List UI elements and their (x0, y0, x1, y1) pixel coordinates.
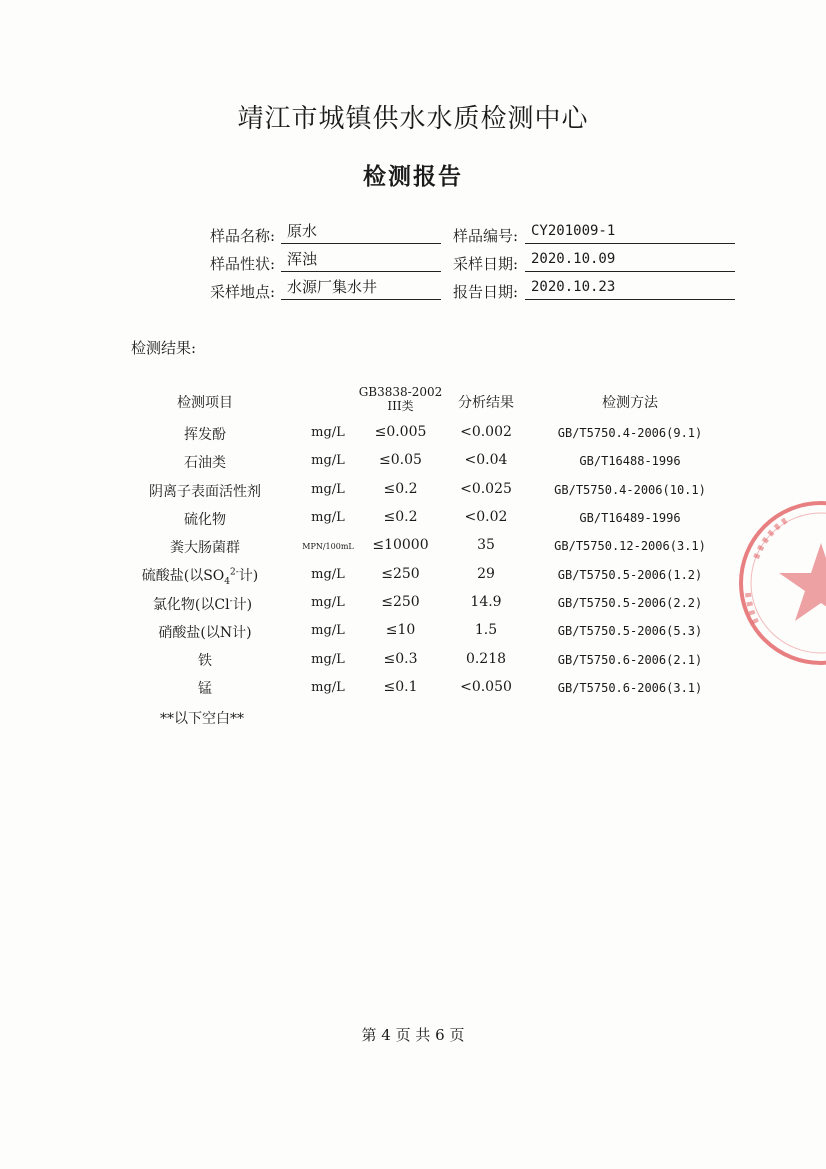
sample-property-label: 样品性状: (209, 255, 275, 273)
row-4-method: GB/T5750.12-2006(3.1) (554, 539, 706, 553)
row-1-method: GB/T16488-1996 (579, 454, 681, 468)
row-2-limit: ≤0.2 (383, 481, 418, 497)
row-6-limit: ≤250 (381, 594, 420, 610)
seal-star (779, 543, 826, 621)
row-9-method: GB/T5750.6-2006(3.1) (557, 681, 703, 695)
header-standard-line2: III类 (387, 399, 414, 413)
sample-name-label: 样品名称: (209, 227, 275, 245)
header-standard-line1: GB3838-2002 (358, 385, 443, 399)
row-9-limit: ≤0.1 (383, 679, 418, 695)
end-note: **以下空白** (160, 711, 244, 727)
row-5-result: 29 (477, 566, 495, 582)
row-6-result: 14.9 (470, 594, 502, 610)
sampling-location-value: 水源厂集水井 (281, 278, 441, 300)
row-9-unit: mg/L (311, 680, 345, 695)
row-6-method: GB/T5750.5-2006(2.2) (557, 596, 703, 610)
row-5-unit: mg/L (311, 567, 345, 582)
sample-property-value: 浑浊 (281, 250, 441, 272)
sampling-date-value: 2020.10.09 (525, 250, 735, 272)
row-3-method: GB/T16489-1996 (579, 511, 681, 525)
sampling-location-label: 采样地点: (209, 283, 275, 301)
row-7-item: 硝酸盐(以N计) (158, 625, 252, 641)
row-4-result: 35 (477, 537, 495, 553)
row-6-item-suffix: 计) (232, 597, 253, 613)
row-1-limit: ≤0.05 (379, 452, 422, 468)
row-7-method: GB/T5750.5-2006(5.3) (557, 624, 703, 638)
row-7-limit: ≤10 (385, 622, 416, 638)
row-0-method: GB/T5750.4-2006(9.1) (557, 426, 703, 440)
row-5-method: GB/T5750.5-2006(1.2) (557, 568, 703, 582)
row-6-item-sup: - (229, 596, 233, 607)
report-date-label: 报告日期: (452, 283, 518, 301)
row-0-unit: mg/L (311, 425, 345, 440)
sample-number-value: CY201009-1 (525, 222, 735, 244)
row-6-item (105, 594, 300, 614)
row-4-limit: ≤10000 (372, 537, 429, 553)
row-0-item: 挥发酚 (184, 427, 226, 443)
row-5-item-prefix: 硫酸盐(以SO (141, 568, 225, 584)
row-1-item: 石油类 (184, 455, 226, 471)
row-1-result: <0.04 (464, 452, 508, 468)
row-8-limit: ≤0.3 (383, 651, 418, 667)
row-5-item-sub: 4 (224, 576, 230, 587)
row-5-item (100, 565, 300, 587)
row-9-result: <0.050 (460, 679, 512, 695)
row-4-unit: MPN/100mL (302, 542, 354, 551)
sample-name-value: 原水 (281, 222, 441, 244)
report-date-value: 2020.10.23 (525, 278, 735, 300)
row-2-unit: mg/L (311, 482, 345, 497)
row-3-item: 硫化物 (184, 512, 226, 528)
official-seal-stamp (736, 498, 826, 668)
row-9-item: 锰 (198, 681, 212, 697)
header-result: 分析结果 (458, 395, 514, 411)
row-4-item: 粪大肠菌群 (170, 540, 240, 556)
results-label: 检测结果: (131, 339, 197, 357)
report-title: 检测报告 (363, 163, 463, 190)
row-7-unit: mg/L (311, 623, 345, 638)
row-6-item-prefix: 氯化物(以Cl (152, 597, 230, 613)
header-item: 检测项目 (177, 395, 233, 411)
row-2-item: 阴离子表面活性剂 (149, 484, 261, 500)
row-2-result: <0.025 (460, 481, 512, 497)
row-8-result: 0.218 (465, 651, 507, 667)
sampling-date-label: 采样日期: (452, 255, 518, 273)
row-0-limit: ≤0.005 (374, 424, 427, 440)
row-3-result: <0.02 (464, 509, 508, 525)
header-method: 检测方法 (602, 395, 658, 411)
row-3-limit: ≤0.2 (383, 509, 418, 525)
row-5-limit: ≤250 (381, 566, 420, 582)
row-8-method: GB/T5750.6-2006(2.1) (557, 653, 703, 667)
row-6-unit: mg/L (311, 595, 345, 610)
row-8-unit: mg/L (311, 652, 345, 667)
row-2-method: GB/T5750.4-2006(10.1) (554, 483, 706, 497)
row-1-unit: mg/L (311, 453, 345, 468)
row-5-item-sup: 2- (230, 567, 239, 578)
organization-title: 靖江市城镇供水水质检测中心 (237, 104, 589, 134)
row-5-item-suffix: 计) (238, 568, 259, 584)
sample-number-label: 样品编号: (452, 227, 518, 245)
row-0-result: <0.002 (460, 424, 512, 440)
row-3-unit: mg/L (311, 510, 345, 525)
page-number-footer: 第 4 页 共 6 页 (361, 1026, 465, 1044)
row-8-item: 铁 (198, 653, 212, 669)
row-7-result: 1.5 (474, 622, 498, 638)
